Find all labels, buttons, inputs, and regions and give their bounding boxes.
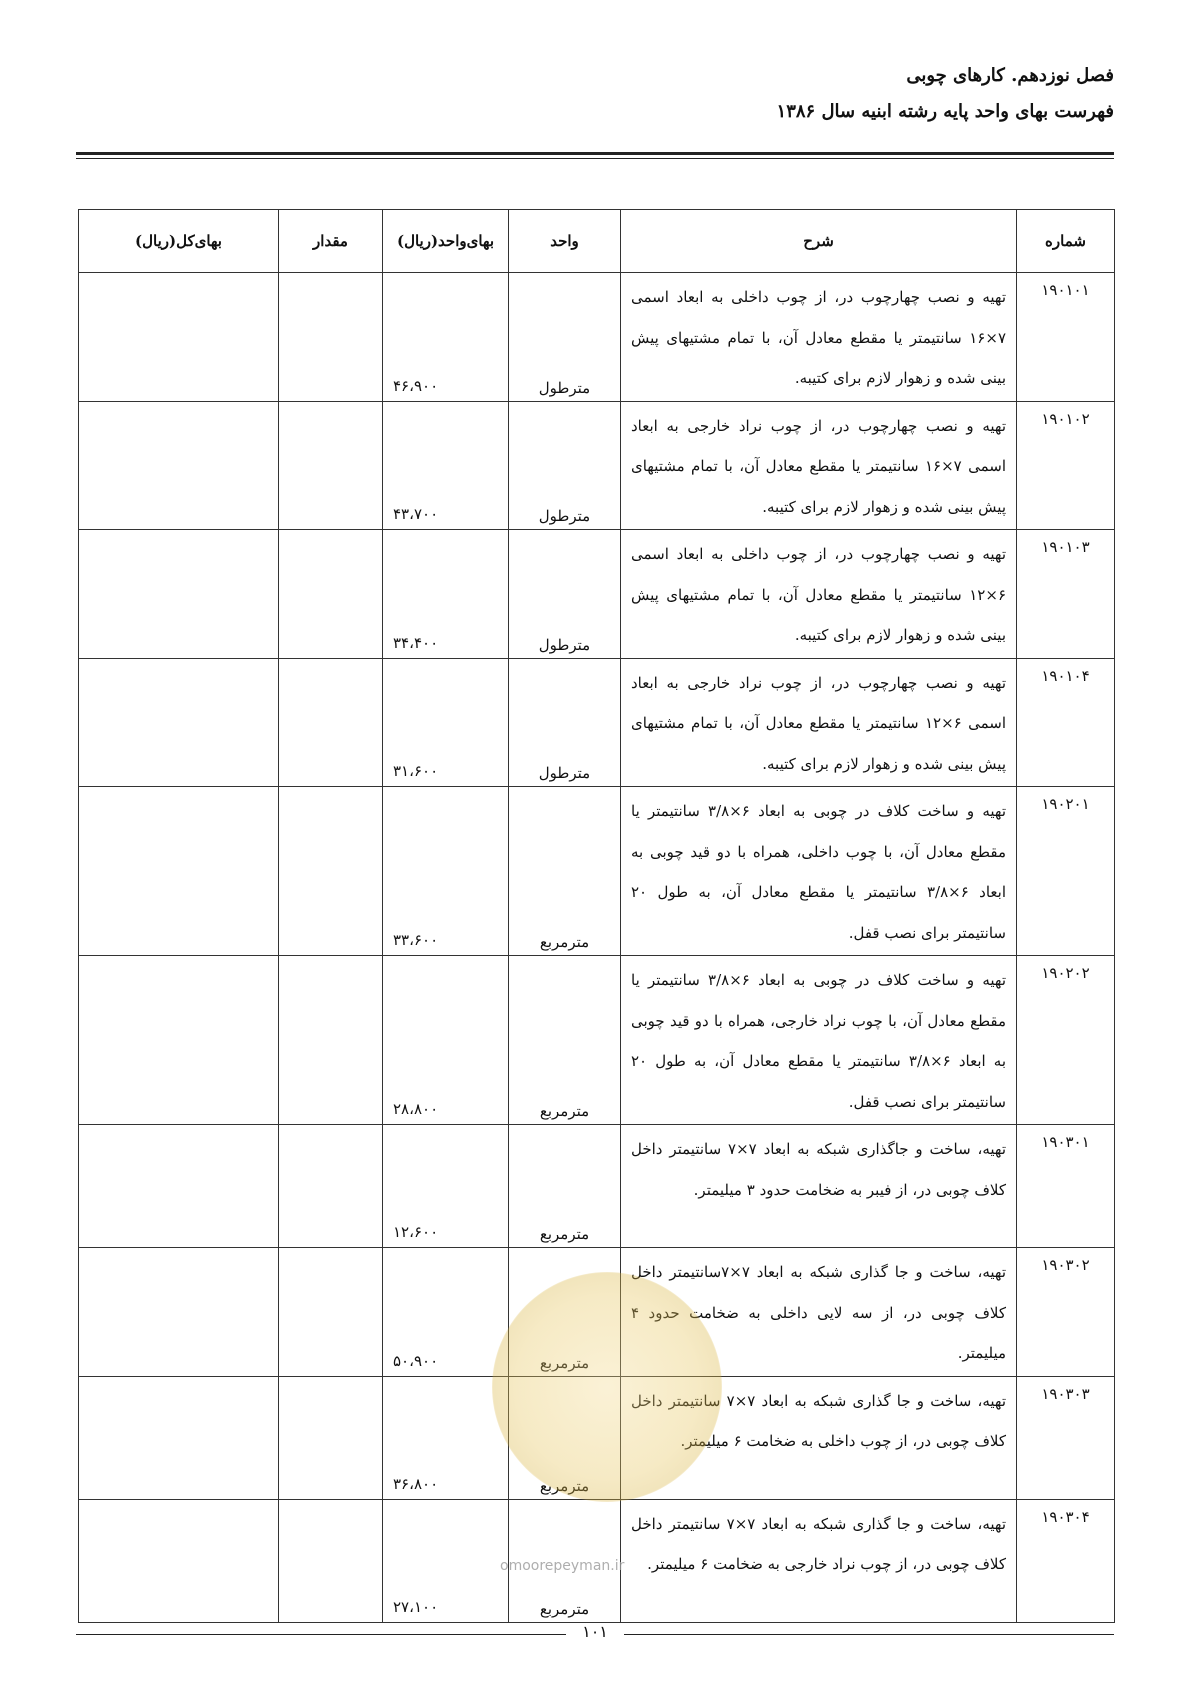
- item-number: ۱۹۰۲۰۱: [1017, 787, 1115, 956]
- item-description: تهیه و ساخت کلاف در چوبی به ابعاد ۶×۳/۸ سانتیمتر یا مقطع معادل آن، با چوب نراد خارجی، همراه با دو قید چوبی به ابعاد ۶×۳/۸ سانتیمتر یا مقطع معادل آن، به طول ۲۰ سانتیمتر برای نصب قفل.: [621, 956, 1017, 1125]
- item-unit-price: ۳۳،۶۰۰: [383, 787, 509, 956]
- item-unit: مترطول: [509, 401, 621, 530]
- table-row: [79, 956, 1115, 1125]
- item-number: ۱۹۰۳۰۴: [1017, 1499, 1115, 1622]
- document-subtitle: فهرست بهای واحد پایه رشته ابنیه سال ۱۳۸۶: [776, 101, 1114, 122]
- watermark-url: omoorepeyman.ir: [500, 1558, 625, 1574]
- header-rule-thick: [76, 152, 1114, 155]
- item-quantity: [279, 956, 383, 1125]
- col-header-number: شماره: [1017, 210, 1115, 273]
- item-quantity: [279, 273, 383, 402]
- chapter-title: فصل نوزدهم. کارهای چوبی: [906, 65, 1114, 86]
- item-description: تهیه، ساخت و جا گذاری شبکه به ابعاد ۷×۷ سانتیمتر داخل کلاف چوبی در، از چوب داخلی به ضخامت ۶ میلیمتر.: [621, 1376, 1017, 1499]
- item-unit: مترمربع: [509, 1376, 621, 1499]
- col-header-description: شرح: [621, 210, 1017, 273]
- item-number: ۱۹۰۱۰۴: [1017, 658, 1115, 787]
- page-number: ۱۰۱: [582, 1622, 608, 1641]
- item-number: ۱۹۰۱۰۱: [1017, 273, 1115, 402]
- item-unit: مترمربع: [509, 787, 621, 956]
- item-unit: مترمربع: [509, 1499, 621, 1622]
- item-description: تهیه، ساخت و جاگذاری شبکه به ابعاد ۷×۷ سانتیمتر داخل کلاف چوبی در، از فیبر به ضخامت حدود ۳ میلیمتر.: [621, 1125, 1017, 1248]
- item-unit: مترطول: [509, 658, 621, 787]
- item-unit: مترمربع: [509, 1125, 621, 1248]
- footer-rule-right: [624, 1634, 1114, 1635]
- item-unit-price: ۲۸،۸۰۰: [383, 956, 509, 1125]
- item-total-price: [79, 401, 279, 530]
- page-header: [777, 58, 1114, 130]
- item-unit: مترمربع: [509, 956, 621, 1125]
- col-header-total-price: بهای‌کل(ریال): [79, 210, 279, 273]
- item-total-price: [79, 1499, 279, 1622]
- item-total-price: [79, 1376, 279, 1499]
- item-quantity: [279, 1125, 383, 1248]
- item-quantity: [279, 401, 383, 530]
- item-quantity: [279, 1248, 383, 1377]
- watermark-seal: [492, 1272, 722, 1502]
- item-description: تهیه و نصب چهارچوب در، از چوب داخلی به ابعاد اسمی ۷×۱۶ سانتیمتر یا مقطع معادل آن، با تمام مشتیهای پیش بینی شده و زهوار لازم برای کتیبه.: [621, 273, 1017, 402]
- item-description: تهیه و نصب چهارچوب در، از چوب نراد خارجی به ابعاد اسمی ۶×۱۲ سانتیمتر یا مقطع معادل آن، با تمام مشتیهای پیش بینی شده و زهوار لازم برای کتیبه.: [621, 658, 1017, 787]
- table-header-row: [79, 210, 1115, 273]
- item-unit-price: ۲۷،۱۰۰: [383, 1499, 509, 1622]
- item-unit-price: ۴۳،۷۰۰: [383, 401, 509, 530]
- table-row: [79, 787, 1115, 956]
- item-number: ۱۹۰۳۰۳: [1017, 1376, 1115, 1499]
- item-number: ۱۹۰۱۰۲: [1017, 401, 1115, 530]
- item-unit-price: ۴۶،۹۰۰: [383, 273, 509, 402]
- item-unit-price: ۳۱،۶۰۰: [383, 658, 509, 787]
- item-description: تهیه، ساخت و جا گذاری شبکه به ابعاد ۷×۷ سانتیمتر داخل کلاف چوبی در، از چوب نراد خارجی به ضخامت ۶ میلیمتر.: [621, 1499, 1017, 1622]
- item-description: تهیه و نصب چهارچوب در، از چوب نراد خارجی به ابعاد اسمی ۷×۱۶ سانتیمتر یا مقطع معادل آن، با تمام مشتیهای پیش بینی شده و زهوار لازم برای کتیبه.: [621, 401, 1017, 530]
- header-rule-thin: [76, 158, 1114, 159]
- item-description: تهیه و ساخت کلاف در چوبی به ابعاد ۶×۳/۸ سانتیمتر یا مقطع معادل آن، با چوب داخلی، همراه با دو قید چوبی به ابعاد ۶×۳/۸ سانتیمتر یا مقطع معادل آن، به طول ۲۰ سانتیمتر برای نصب قفل.: [621, 787, 1017, 956]
- item-quantity: [279, 1499, 383, 1622]
- col-header-unit-price: بهای‌واحد(ریال): [383, 210, 509, 273]
- item-total-price: [79, 787, 279, 956]
- item-quantity: [279, 1376, 383, 1499]
- item-total-price: [79, 273, 279, 402]
- col-header-quantity: مقدار: [279, 210, 383, 273]
- col-header-unit: واحد: [509, 210, 621, 273]
- item-number: ۱۹۰۳۰۱: [1017, 1125, 1115, 1248]
- item-total-price: [79, 658, 279, 787]
- page-footer: [76, 1622, 1114, 1646]
- table-row: [79, 1125, 1115, 1248]
- table-row: [79, 401, 1115, 530]
- item-total-price: [79, 1248, 279, 1377]
- item-unit-price: ۱۲،۶۰۰: [383, 1125, 509, 1248]
- item-description: تهیه و نصب چهارچوب در، از چوب داخلی به ابعاد اسمی ۶×۱۲ سانتیمتر یا مقطع معادل آن، با تمام مشتیهای پیش بینی شده و زهوار لازم برای کتیبه.: [621, 530, 1017, 659]
- item-total-price: [79, 956, 279, 1125]
- item-unit: مترمربع: [509, 1248, 621, 1377]
- item-description: تهیه، ساخت و جا گذاری شبکه به ابعاد ۷×۷سانتیمتر داخل کلاف چوبی در، از سه لایی داخلی به ضخامت حدود ۴ میلیمتر.: [621, 1248, 1017, 1377]
- item-unit-price: ۳۴،۴۰۰: [383, 530, 509, 659]
- item-total-price: [79, 530, 279, 659]
- item-quantity: [279, 787, 383, 956]
- item-unit: مترطول: [509, 530, 621, 659]
- table-row: [79, 273, 1115, 402]
- item-number: ۱۹۰۳۰۲: [1017, 1248, 1115, 1377]
- item-unit-price: ۳۶،۸۰۰: [383, 1376, 509, 1499]
- item-quantity: [279, 530, 383, 659]
- table-row: [79, 530, 1115, 659]
- table-row: [79, 658, 1115, 787]
- item-total-price: [79, 1125, 279, 1248]
- item-quantity: [279, 658, 383, 787]
- item-number: ۱۹۰۲۰۲: [1017, 956, 1115, 1125]
- item-number: ۱۹۰۱۰۳: [1017, 530, 1115, 659]
- item-unit: مترطول: [509, 273, 621, 402]
- item-unit-price: ۵۰،۹۰۰: [383, 1248, 509, 1377]
